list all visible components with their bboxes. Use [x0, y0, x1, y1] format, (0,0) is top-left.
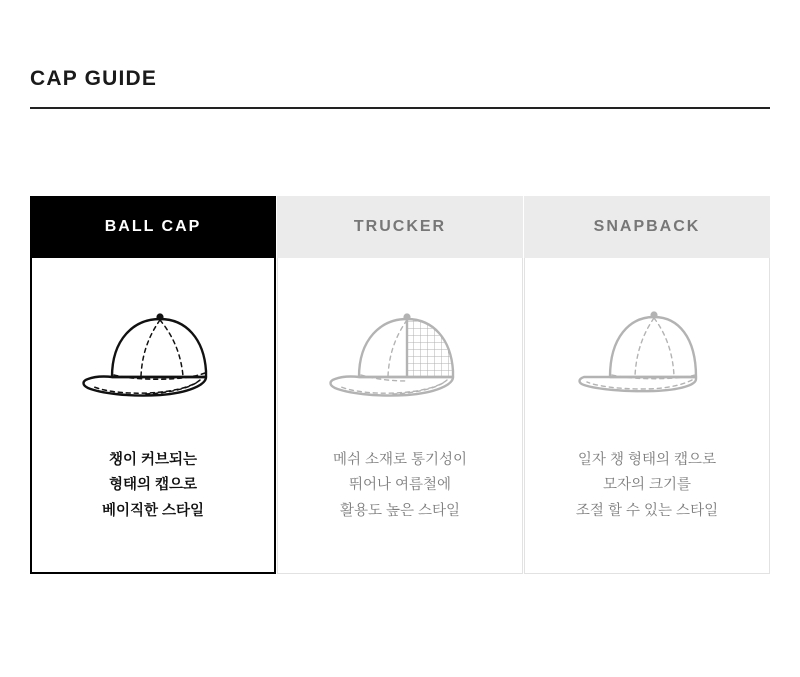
cap-card-header-ball-cap[interactable] [30, 196, 276, 258]
caption-line: 챙이 커브되는 [108, 452, 198, 468]
cap-card-trucker[interactable] [277, 196, 523, 574]
page-header [30, 68, 770, 109]
caption-line: 뛰어나 여름철에 [348, 477, 452, 494]
cap-card-header-trucker[interactable] [277, 196, 523, 258]
cap-card-body-trucker [277, 258, 523, 574]
cap-card-body-ball-cap [30, 258, 276, 574]
cap-card-caption-trucker [315, 448, 485, 524]
cap-card-body-snapback [524, 258, 770, 574]
caption-line: 일자 챙 형태의 캡으로 [577, 452, 717, 468]
trucker-cap-icon [278, 258, 522, 448]
header-divider [30, 107, 770, 109]
caption-line: 활용도 높은 스타일 [339, 502, 461, 519]
snapback-cap-icon [525, 258, 769, 448]
cap-card-header-snapback[interactable] [524, 196, 770, 258]
cap-card-ball-cap[interactable] [30, 196, 276, 574]
caption-line: 조절 할 수 있는 스타일 [575, 502, 719, 519]
cap-card-snapback[interactable] [524, 196, 770, 574]
cap-card-caption-snapback [558, 448, 736, 524]
page-title: CAP GUIDE [30, 67, 158, 90]
caption-line: 메쉬 소재로 통기성이 [332, 452, 468, 468]
cap-card-caption-ball-cap [84, 448, 222, 524]
cap-card-label-snapback: SNAPBACK [593, 218, 701, 235]
caption-line: 형태의 캡으로 [108, 477, 198, 494]
cap-card-label-trucker: TRUCKER [353, 218, 447, 235]
caption-line: 베이직한 스타일 [101, 502, 205, 519]
cap-type-card-list [30, 196, 770, 574]
caption-line: 모자의 크기를 [602, 477, 692, 494]
ball-cap-icon [32, 258, 274, 448]
cap-card-label-ball-cap: BALL CAP [104, 218, 202, 235]
